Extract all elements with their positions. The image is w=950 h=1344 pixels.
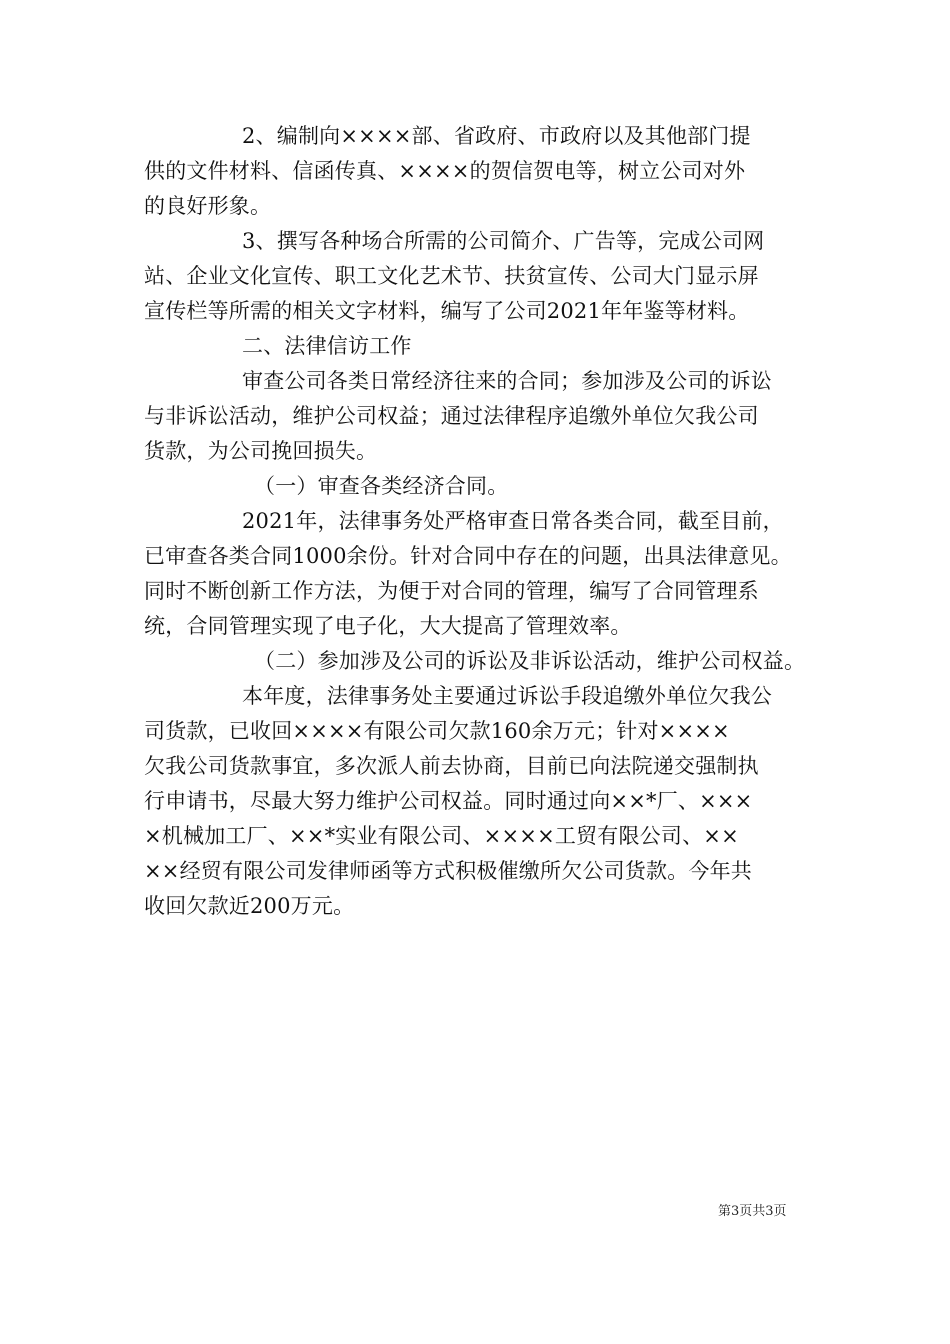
text-line: 本年度，法律事务处主要通过诉讼手段追缴外单位欠我公 — [242, 684, 772, 708]
text-line: 审查公司各类日常经济往来的合同；参加涉及公司的诉讼 — [242, 369, 772, 393]
text-line: 站、企业文化宣传、职工文化艺术节、扶贫宣传、公司大门显示屏 — [144, 264, 759, 288]
text-line: 欠我公司货款事宜，多次派人前去协商，目前已向法院递交强制执 — [144, 754, 759, 778]
section-heading-legal: 二、法律信访工作 — [242, 334, 412, 358]
subheading-litigation: （二）参加涉及公司的诉讼及非诉讼活动，维护公司权益。 — [254, 649, 806, 673]
text-line-item-2: 2、编制向××××部、省政府、市政府以及其他部门提 — [242, 124, 751, 148]
subheading-contracts: （一）审查各类经济合同。 — [254, 474, 509, 498]
text-line: ××经贸有限公司发律师函等方式积极催缴所欠公司货款。今年共 — [144, 859, 752, 883]
page-number-footer: 第3页共3页 — [718, 1204, 787, 1219]
text-line-item-3: 3、撰写各种场合所需的公司简介、广告等，完成公司网 — [242, 229, 765, 253]
text-line: 宣传栏等所需的相关文字材料，编写了公司2021年年鉴等材料。 — [144, 299, 750, 323]
text-line: 2021年，法律事务处严格审查日常各类合同，截至目前， — [242, 509, 784, 533]
text-line: 收回欠款近200万元。 — [144, 894, 355, 918]
text-line: ×机械加工厂、××*实业有限公司、××××工贸有限公司、×× — [144, 824, 739, 848]
text-line: 货款，为公司挽回损失。 — [144, 439, 378, 463]
text-line: 的良好形象。 — [144, 194, 272, 218]
text-line: 统，合同管理实现了电子化，大大提高了管理效率。 — [144, 614, 632, 638]
text-line: 与非诉讼活动，维护公司权益；通过法律程序追缴外单位欠我公司 — [144, 404, 759, 428]
text-line: 行申请书，尽最大努力维护公司权益。同时通过向××*厂、××× — [144, 789, 753, 813]
text-line: 供的文件材料、信函传真、××××的贺信贺电等，树立公司对外 — [144, 159, 746, 183]
text-line: 同时不断创新工作方法，为便于对合同的管理，编写了合同管理系 — [144, 579, 759, 603]
text-line: 已审查各类合同1000余份。针对合同中存在的问题，出具法律意见。 — [144, 544, 792, 568]
text-line: 司货款，已收回××××有限公司欠款160余万元；针对×××× — [144, 719, 730, 743]
